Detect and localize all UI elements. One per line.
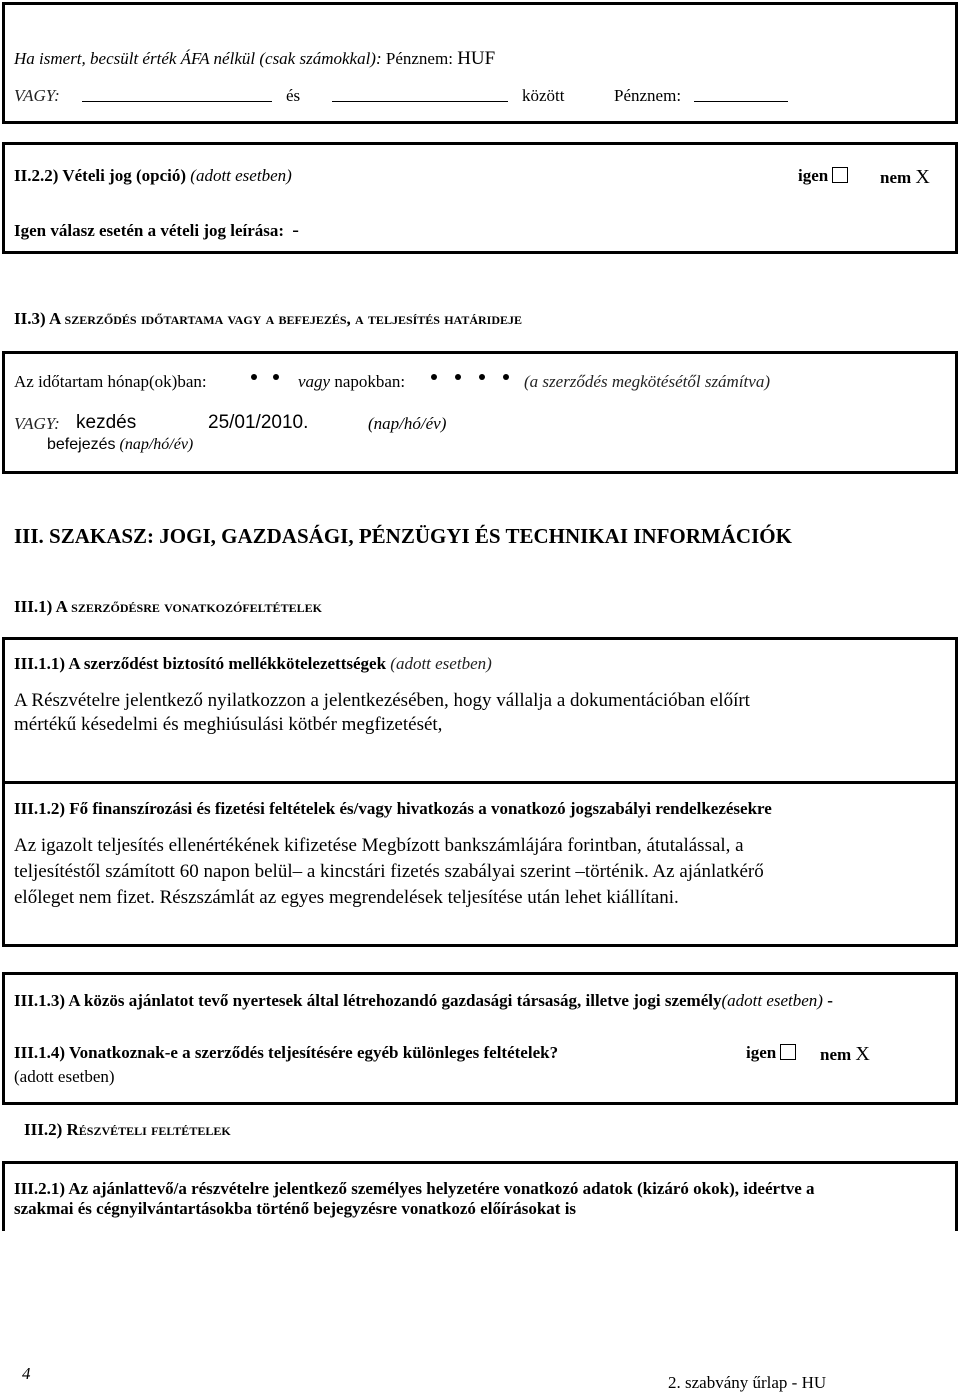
- s312-text-line-3: előleget nem fizet. Részszámlát az egyes megrendelések teljesítése után lehet kiállítani.: [14, 887, 679, 908]
- from-signing: (a szerződés megkötésétől számítva): [524, 372, 770, 391]
- s321-title-line-1: III.2.1) Az ajánlattevő/a részvételre jelentkező személyes helyzetére vonatkozó adatok (kizáró okok), ideértve a: [14, 1179, 815, 1198]
- start-date-format: (nap/hó/év): [368, 414, 447, 433]
- s311-text-line-1: A Részvételre jelentkező nyilatkozzon a jelentkezésében, hogy vállalja a dokumentációban előírt: [14, 690, 750, 711]
- or-label: VAGY:: [14, 86, 60, 105]
- s312-text-line-2: teljesítéstől számított 60 napon belül– a kincstári fizetés szabályai szerint –történik. Az ajánlatkérő: [14, 861, 764, 882]
- s313-paren: (adott esetben): [721, 991, 823, 1010]
- option-desc-value: -: [292, 219, 299, 241]
- days-box-4[interactable]: [503, 374, 509, 380]
- s314-yes-checkbox[interactable]: [780, 1044, 796, 1060]
- estimate-paren: (csak számokkal): [259, 49, 376, 68]
- estimate-row: [14, 48, 495, 70]
- or-days-label: vagy: [298, 372, 331, 391]
- min-value-line[interactable]: [82, 101, 272, 102]
- s313-title: III.1.3) A közös ajánlatot tevő nyertesek által létrehozandó gazdasági társaság, illetve jogi személy: [14, 991, 722, 1010]
- s314-title: III.1.4) Vonatkoznak-e a szerződés teljesítésére egyéb különleges feltételek?: [14, 1043, 559, 1062]
- option-no-mark: X: [915, 166, 930, 188]
- s321-title-line-2: szakmai és cégnyilvántartásokba történő bejegyzésre vonatkozó előírásokat is: [14, 1199, 577, 1218]
- days-row: [298, 372, 405, 392]
- days-label: napokban:: [334, 372, 406, 391]
- and-label: és: [286, 86, 301, 105]
- s314-no[interactable]: [820, 1043, 870, 1066]
- s311-text-line-2: mértékű késedelmi és meghiúsulási kötbér megfizetését,: [14, 714, 443, 735]
- s311-title: III.1.1) A szerződést biztosító mellékkötelezettségek: [14, 654, 387, 673]
- s314-no-mark: X: [855, 1043, 870, 1065]
- duration-title: II.3) A szerződés időtartama vagy a befejezés, a teljesítés határideje: [14, 309, 523, 328]
- page-number: 4: [22, 1364, 31, 1383]
- months-box-1[interactable]: [251, 374, 257, 380]
- end-date-format: (nap/hó/év): [119, 436, 194, 453]
- months-label: Az időtartam hónap(ok)ban:: [14, 372, 207, 391]
- max-value-line[interactable]: [332, 101, 508, 102]
- option-desc-label: Igen válasz esetén a vételi jog leírása:: [14, 221, 285, 240]
- s31-title: III.1) A szerződésre vonatkozófeltételek: [14, 597, 322, 616]
- section3-heading: III. SZAKASZ: JOGI, GAZDASÁGI, PÉNZÜGYI ÉS TECHNIKAI INFORMÁCIÓK: [14, 524, 792, 548]
- days-box-2[interactable]: [455, 374, 461, 380]
- s314-yes-label: igen: [746, 1043, 777, 1062]
- duration-or-label: VAGY:: [14, 414, 60, 433]
- option-yes[interactable]: [798, 166, 848, 186]
- s32-title: III.2) Részvételi feltételek: [24, 1120, 231, 1139]
- s314-yes[interactable]: [746, 1043, 796, 1063]
- option-yes-checkbox[interactable]: [832, 167, 848, 183]
- currency-value: HUF: [457, 48, 496, 69]
- option-title-row: [14, 166, 292, 186]
- currency-label-2: Pénznem:: [614, 86, 682, 105]
- s314-no-label: nem: [820, 1045, 852, 1064]
- currency-2-line[interactable]: [694, 101, 788, 102]
- estimate-label: Ha ismert, becsült érték ÁFA nélkül: [14, 49, 256, 68]
- months-box-2[interactable]: [273, 374, 279, 380]
- s312-title: III.1.2) Fő finanszírozási és fizetési feltételek és/vagy hivatkozás a vonatkozó jogszabályi rendelkezésekre: [14, 799, 772, 818]
- currency-label: Pénznem:: [385, 49, 453, 68]
- days-box-3[interactable]: [479, 374, 485, 380]
- option-desc-row: [14, 219, 299, 242]
- option-yes-label: igen: [798, 166, 829, 185]
- duration-box: [2, 351, 958, 474]
- s313-value: -: [827, 991, 833, 1010]
- s311-title-row: [14, 654, 492, 674]
- option-title: II.2.2) Vételi jog (opció): [14, 166, 187, 185]
- estimate-colon: :: [375, 49, 382, 68]
- days-box-1[interactable]: [431, 374, 437, 380]
- end-label: befejezés: [47, 436, 116, 453]
- s312-text-line-1: Az igazolt teljesítés ellenértékének kifizetése Megbízott bankszámlájára forintban, átutalással, a: [14, 835, 744, 856]
- s314-paren: (adott esetben): [14, 1067, 115, 1086]
- end-row: [47, 436, 193, 454]
- s311-paren: (adott esetben): [390, 654, 492, 673]
- start-label: kezdés: [76, 412, 137, 433]
- s313-row: [14, 991, 833, 1011]
- form-name: 2. szabvány űrlap - HU: [668, 1373, 827, 1392]
- option-no-label: nem: [880, 168, 912, 187]
- start-value: 25/01/2010.: [208, 412, 309, 433]
- option-no[interactable]: [880, 166, 930, 189]
- option-title-paren: (adott esetben): [190, 166, 292, 185]
- between-label: között: [522, 86, 565, 105]
